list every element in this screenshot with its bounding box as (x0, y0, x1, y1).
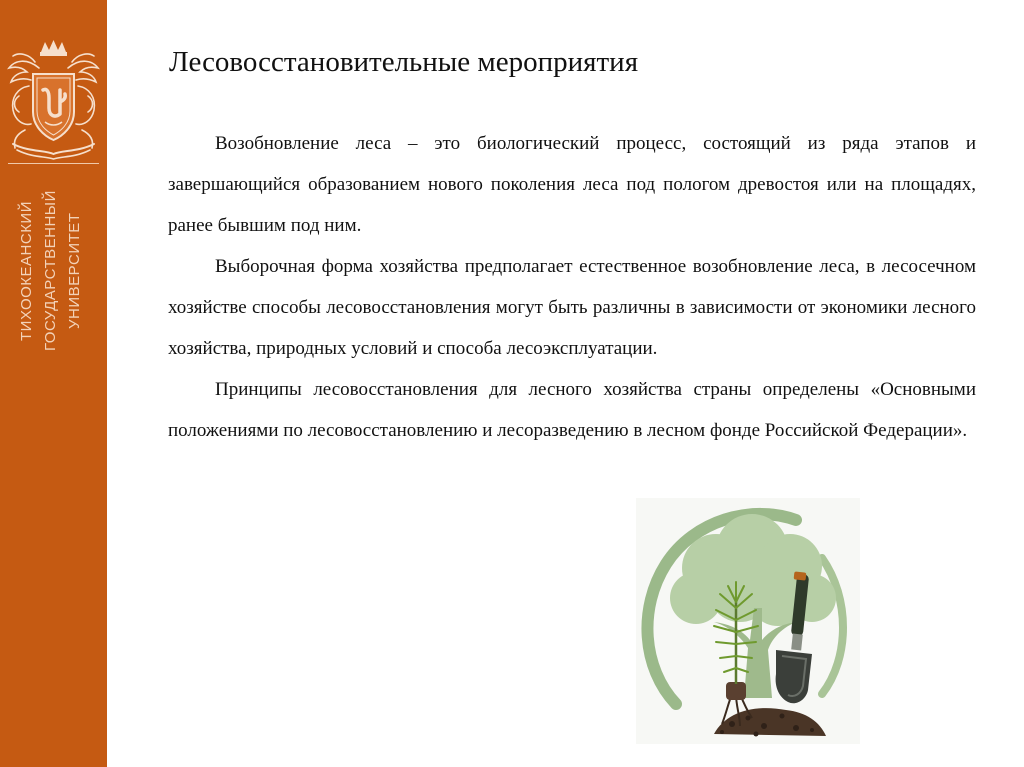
slide-title: Лесовосстановительные мероприятия (169, 46, 639, 78)
university-name-line-2: ГОСУДАРСТВЕННЫЙ (42, 190, 59, 352)
sidebar (0, 0, 107, 767)
slide-content (107, 0, 1024, 767)
paragraph-2: Выборочная форма хозяйства предполагает естественное возобновление леса, в лесосечном хозяйстве способы лесовосстановления могут быть различны в зависимости от экономики лесного хозяйства, природных условий и способа лесоэксплуатации. (168, 256, 976, 359)
tree-seedling-shovel-icon (636, 498, 860, 744)
paragraph-1: Возобновление леса – это биологический процесс, состоящий из ряда этапов и завершающийся образованием нового поколения леса под пологом древостоя или на площадях, ранее бывшим под ним. (168, 133, 976, 236)
university-name-line-3: УНИВЕРСИТЕТ (66, 212, 83, 330)
university-name-line-1: ТИХООКЕАНСКИЙ (18, 201, 35, 341)
paragraph-3: Принципы лесовосстановления для лесного хозяйства страны определены «Основными положениями по лесовосстановлению и лесоразведению в лесном фонде Российской Федерации». (168, 379, 976, 441)
sidebar-divider (8, 163, 99, 164)
university-crest-icon (5, 38, 102, 160)
university-name (18, 172, 90, 370)
slide-body (168, 123, 976, 451)
